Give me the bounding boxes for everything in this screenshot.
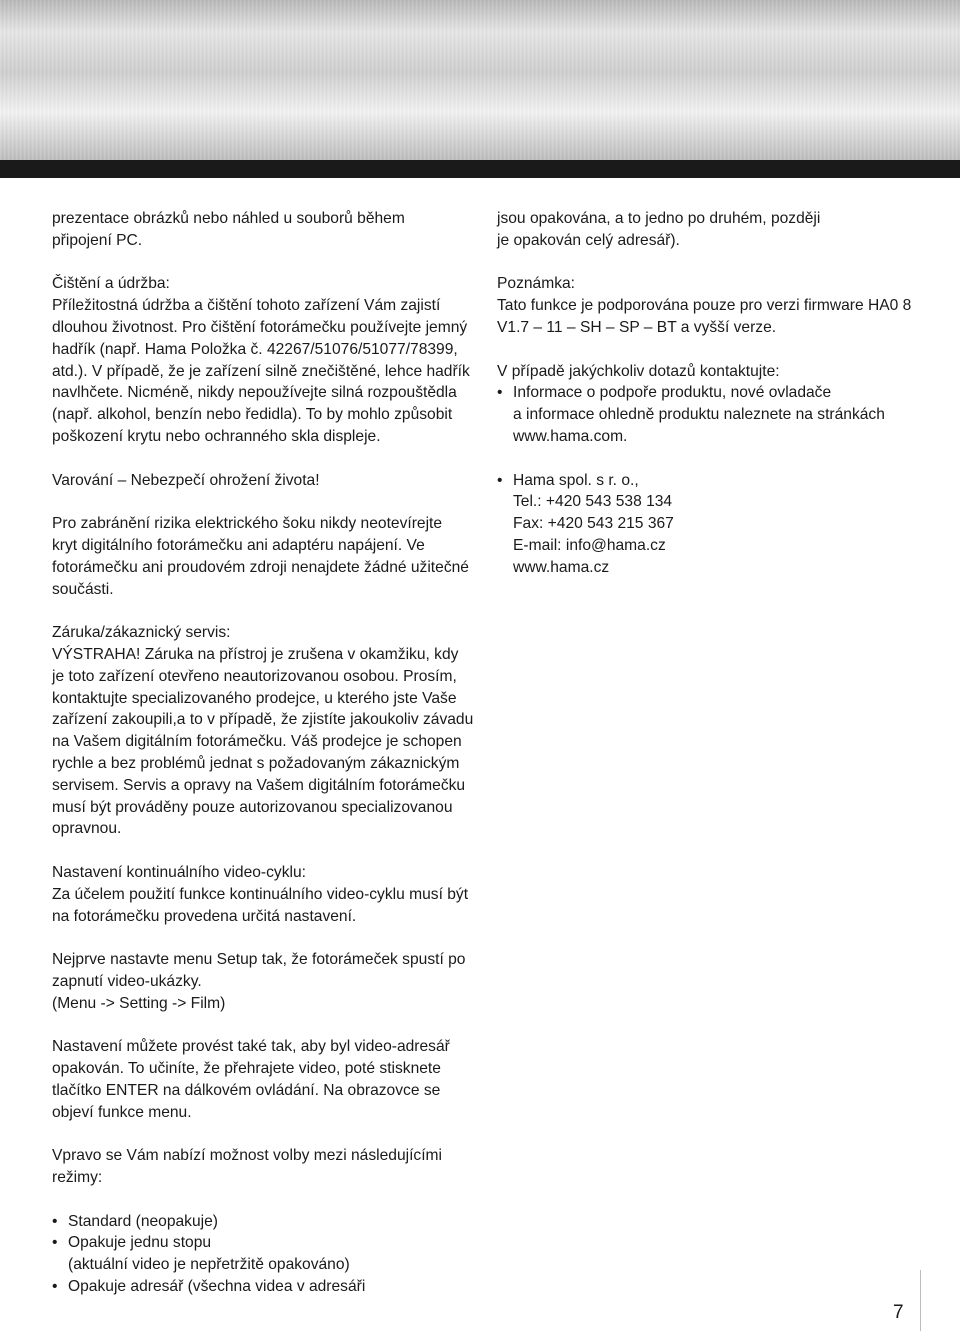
text-line: Nastavení můžete provést také tak, aby byl video-adresář	[52, 1038, 450, 1056]
text-line: (aktuální video je nepřetržitě opakováno)	[68, 1256, 350, 1274]
text-line: Vpravo se Vám nabízí možnost volby mezi následujícími	[52, 1147, 443, 1165]
text-line: E-mail: info@hama.cz	[513, 536, 666, 554]
paragraph	[52, 1036, 472, 1123]
text-line: opakován. To učiníte, že přehrajete video, poté stisknete	[52, 1060, 441, 1078]
text-line: Tel.: +420 543 538 134	[513, 493, 673, 511]
text-line: kontaktujte specializovaného prodejce, u kterého jste Vaše	[52, 689, 457, 707]
page-corner-line	[920, 1270, 921, 1331]
text-line: opravnou.	[52, 820, 122, 838]
paragraph	[497, 208, 917, 252]
page-number: 7	[893, 1302, 904, 1323]
text-line: • Standard (neopakuje)	[68, 1212, 218, 1230]
bullet-item	[497, 470, 917, 579]
text-line: na fotorámečku provedena určitá nastavení.	[52, 907, 357, 925]
paragraph	[497, 361, 917, 383]
text-line: tlačítko ENTER na dálkovém ovládání. Na obrazovce se	[52, 1081, 441, 1099]
bullet-item	[52, 1276, 472, 1298]
text-line: je toto zařízení otevřeno neautorizovanou osobou. Prosím,	[52, 667, 457, 685]
text-line: (např. alkohol, benzín nebo ředidla). To by mohlo způsobit	[52, 406, 453, 424]
left-column	[52, 208, 472, 1320]
bullet-list	[497, 470, 917, 579]
text-line: (Menu -> Setting -> Film)	[52, 994, 226, 1012]
text-line: Příležitostná údržba a čištění tohoto zařízení Vám zajistí	[52, 297, 441, 315]
text-line: servisem. Servis a opravy na Vašem digitálním fotorámečku	[52, 776, 466, 794]
text-line: Pro zabránění rizika elektrického šoku nikdy neotevírejte	[52, 515, 443, 533]
text-line: Čištění a údržba:	[52, 275, 170, 293]
paragraph	[52, 622, 472, 840]
paragraph	[497, 273, 917, 338]
text-line: poškození krytu nebo ochranného skla displeje.	[52, 427, 381, 445]
text-line: V1.7 – 11 – SH – SP – BT a vyšší verze.	[497, 318, 777, 336]
paragraph	[52, 513, 472, 600]
text-line: zařízení zakoupili,a to v případě, že zjistíte jakoukoliv závadu	[52, 711, 474, 729]
text-line: a informace ohledně produktu naleznete na stránkách	[513, 406, 885, 424]
brushed-metal-header	[0, 0, 960, 160]
bullet-item	[52, 1211, 472, 1233]
text-line: Nejprve nastavte menu Setup tak, že fotorámeček spustí po	[52, 951, 466, 969]
text-line: připojení PC.	[52, 231, 143, 249]
text-line: součásti.	[52, 580, 114, 598]
text-line: rychle a bez problémů jednat s požadovaným zákaznickým	[52, 754, 460, 772]
bullet-item	[52, 1232, 472, 1276]
bullet-item	[497, 382, 917, 447]
text-line: Záruka/zákaznický servis:	[52, 624, 231, 642]
paragraph	[52, 470, 472, 492]
header-black-bar	[0, 160, 960, 178]
text-line: www.hama.com.	[513, 427, 628, 445]
text-line: Fax: +420 543 215 367	[513, 515, 674, 533]
paragraph	[52, 949, 472, 1014]
paragraph	[52, 1145, 472, 1189]
text-line: VÝSTRAHA! Záruka na přístroj je zrušena v okamžiku, kdy	[52, 645, 459, 663]
text-line: zapnutí video-ukázky.	[52, 972, 202, 990]
text-line: Nastavení kontinuálního video-cyklu:	[52, 863, 306, 881]
text-line: dlouhou životnost. Pro čištění fotorámečku používejte jemný	[52, 318, 468, 336]
text-line: • Opakuje jednu stopu	[68, 1234, 212, 1252]
text-line: atd.). V případě, že je zařízení silně znečištěné, lehce hadřík	[52, 362, 470, 380]
text-line: navlhčete. Nicméně, nikdy nepoužívejte silná rozpouštědla	[52, 384, 457, 402]
bullet-list	[497, 382, 917, 447]
text-line: fotorámečku ani proudovém zdroji nenajdete žádné užitečné	[52, 558, 469, 576]
right-column	[497, 208, 917, 600]
text-line: Tato funkce je podporována pouze pro verzi firmware HA0 8	[497, 297, 912, 315]
paragraph	[52, 208, 472, 252]
text-line: • Informace o podpoře produktu, nové ovladače	[513, 384, 832, 402]
text-line: V případě jakýchkoliv dotazů kontaktujte:	[497, 362, 780, 380]
text-line: hadřík (např. Hama Položka č. 42267/51076/51077/78399,	[52, 340, 458, 358]
text-line: objeví funkce menu.	[52, 1103, 192, 1121]
text-line: • Hama spol. s r. o.,	[513, 471, 639, 489]
text-line: Za účelem použití funkce kontinuálního video-cyklu musí být	[52, 885, 469, 903]
text-line: www.hama.cz	[513, 558, 610, 576]
text-line: jsou opakována, a to jedno po druhém, později	[497, 210, 821, 227]
paragraph	[52, 862, 472, 927]
bullet-list	[52, 1211, 472, 1298]
text-line: Varování – Nebezpečí ohrožení života!	[52, 471, 320, 489]
text-line: na Vašem digitálním fotorámečku. Váš prodejce je schopen	[52, 733, 462, 751]
paragraph	[52, 273, 472, 447]
text-line: • Opakuje adresář (všechna videa v adresáři	[68, 1278, 366, 1296]
text-line: je opakován celý adresář).	[497, 231, 680, 249]
text-line: prezentace obrázků nebo náhled u souborů během	[52, 210, 405, 227]
text-line: kryt digitálního fotorámečku ani adaptéru napájení. Ve	[52, 536, 425, 554]
text-line: Poznámka:	[497, 275, 576, 293]
text-line: režimy:	[52, 1169, 103, 1187]
text-line: musí být prováděny pouze autorizovanou specializovanou	[52, 798, 453, 816]
